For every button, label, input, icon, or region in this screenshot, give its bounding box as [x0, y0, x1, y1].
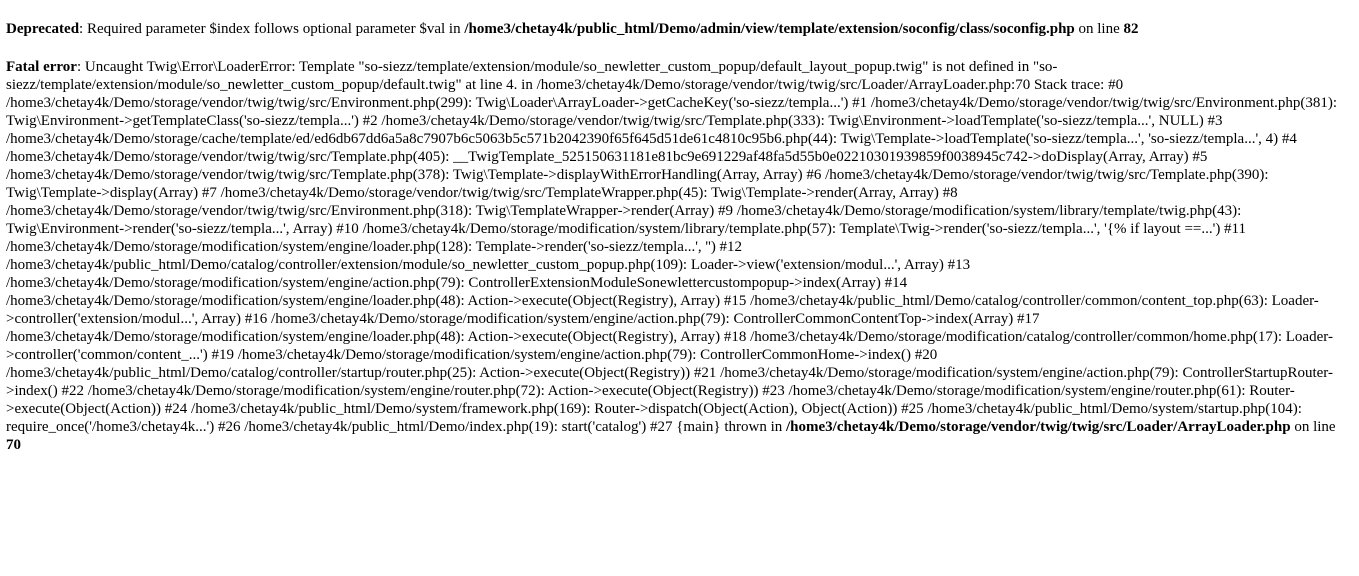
- fatal-error-stack-trace: Uncaught Twig\Error\LoaderError: Template "so-siezz/template/extension/module/so_newletter_custom_popup/default_layout_popup.twig" is not defined in "so-siezz/template/extension/module/so_newletter_custom_popup/default.twig" at line 4. in /home3/chetay4k/Demo/storage/vendor/twig/twig/src/Loader/ArrayLoader.php:70 Stack trace: #0 /home3/chetay4k/Demo/storage/vendor/twig/twig/src/Environment.php(299): Twig\Loader\ArrayLoader->getCacheKey('so-siezz/templa...') #1 /home3/chetay4k/Demo/storage/vendor/twig/twig/src/Environment.php(381): Twig\Environment->getTemplateClass('so-siezz/templa...') #2 /home3/chetay4k/Demo/storage/vendor/twig/twig/src/Template.php(333): Twig\Environment->loadTemplate('so-siezz/templa...', NULL) #3 /home3/chetay4k/Demo/storage/cache/template/ed/ed6db67dd6a5a8c7907b6c5063b5c571b2042390f65f645d51de61c4810c95b6.php(44): Twig\Template->loadTemplate('so-siezz/templa...', 'so-siezz/templa...', 4) #4 /home3/chetay4k/Demo/storage/vendor/twig/twig/src/Template.php(405): __TwigTemplate_525150631181e81bc9e691229af48fa5d55b0e02210301939859f0038945c742->doDisplay(Array, Array) #5 /home3/chetay4k/Demo/storage/vendor/twig/twig/src/Template.php(378): Twig\Template->displayWithErrorHandling(Array, Array) #6 /home3/chetay4k/Demo/storage/vendor/twig/twig/src/Template.php(390): Twig\Template->display(Array) #7 /home3/chetay4k/Demo/storage/vendor/twig/twig/src/TemplateWrapper.php(45): Twig\Template->render(Array, Array) #8 /home3/chetay4k/Demo/storage/vendor/twig/twig/src/Environment.php(318): Twig\TemplateWrapper->render(Array) #9 /home3/chetay4k/Demo/storage/modification/system/library/template/twig.php(43): Twig\Environment->render('so-siezz/templa...', Array) #10 /home3/chetay4k/Demo/storage/modification/system/library/template.php(57): Template\Twig->render('so-siezz/templa...', '{% if layout ==...') #11 /home3/chetay4k/Demo/storage/modification/system/engine/loader.php(128): Template->render('so-siezz/templa...', '') #12 /home3/chetay4k/public_html/Demo/catalog/controller/extension/module/so_newletter_custom_popup.php(109): Loader->view('extension/modul...', Array) #13 /home3/chetay4k/Demo/storage/modification/system/engine/action.php(79): ControllerExtensionModuleSonewlettercustompopup->index(Array) #14 /home3/chetay4k/Demo/storage/modification/system/engine/loader.php(48): Action->execute(Object(Registry), Array) #15 /home3/chetay4k/public_html/Demo/catalog/controller/common/content_top.php(63): Loader->controller('extension/modul...', Array) #16 /home3/chetay4k/Demo/storage/modification/system/engine/action.php(79): ControllerCommonContentTop->index(Array) #17 /home3/chetay4k/Demo/storage/modification/system/engine/loader.php(48): Action->execute(Object(Registry), Array) #18 /home3/chetay4k/Demo/storage/modification/catalog/controller/common/home.php(17): Loader->controller('common/content_...') #19 /home3/chetay4k/Demo/storage/modification/system/engine/action.php(79): ControllerCommonHome->index() #20 /home3/chetay4k/public_html/Demo/catalog/controller/startup/router.php(25): Action->execute(Object(Registry)) #21 /home3/chetay4k/Demo/storage/modification/system/engine/action.php(79): ControllerStartupRouter->index() #22 /home3/chetay4k/Demo/storage/modification/system/engine/router.php(72): Action->execute(Object(Registry)) #23 /home3/chetay4k/Demo/storage/modification/system/engine/router.php(61): Router->execute(Object(Action)) #24 /home3/chetay4k/public_html/Demo/system/framework.php(169): Router->dispatch(Object(Action), Object(Action)) #25 /home3/chetay4k/public_html/Demo/system/startup.php(104): require_once('/home3/chetay4k...') #26 /home3/chetay4k/public_html/Demo/index.php(19): start('catalog') #27 {main} thrown in: [6, 59, 1338, 435]
- deprecated-line-number: 82: [1123, 21, 1139, 37]
- deprecated-label: Deprecated: [6, 21, 80, 37]
- fatal-error-file-path: /home3/chetay4k/Demo/storage/vendor/twig/twig/src/Loader/ArrayLoader.php: [786, 419, 1291, 435]
- deprecated-separator: :: [79, 21, 87, 37]
- deprecated-message: Required parameter $index follows optional parameter $val in: [86, 21, 465, 37]
- deprecated-file-path: /home3/chetay4k/public_html/Demo/admin/view/template/extension/soconfig/class/soconfig.php: [464, 21, 1075, 37]
- deprecated-notice: [6, 20, 1353, 38]
- fatal-error-label: Fatal error: [6, 59, 77, 75]
- fatal-error-separator: :: [76, 59, 85, 75]
- fatal-error-line-number: 70: [6, 437, 21, 453]
- fatal-error-notice: [6, 58, 1353, 454]
- fatal-error-on-line-text: on line: [1290, 419, 1336, 435]
- deprecated-on-line-text: on line: [1074, 21, 1124, 37]
